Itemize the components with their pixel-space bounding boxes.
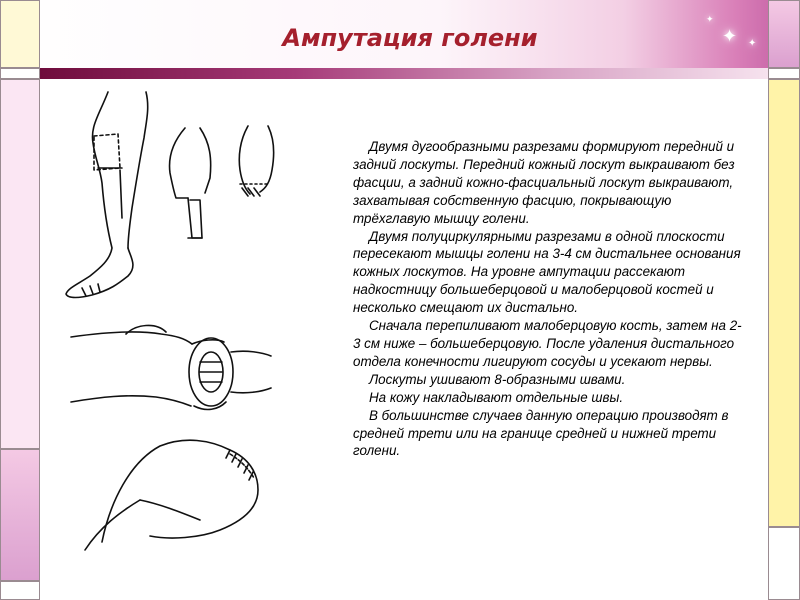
slide-title: Ампутация голени <box>282 24 538 52</box>
paragraph: Лоскуты ушивают 8-образными швами. <box>369 371 626 387</box>
stump-cross-section-illustration <box>66 322 276 427</box>
paragraph: В большинстве случаев данную операцию производят в средней трети или на границе средней и нижней трети голени. <box>353 407 729 459</box>
sparkle-icon: ✦ <box>722 26 738 46</box>
sparkle-icon: ✦ <box>706 14 714 24</box>
paragraph: Двумя полуциркулярными разрезами в одной плоскости пересекают мышцы голени на 3-4 см дистальнее основания кожных лоскутов. На уровне ампутации рассекают надкостницу большеберцовой и малоберцовой костей и несколько смещают их дистально. <box>353 228 741 316</box>
paragraph: На кожу накладывают отдельные швы. <box>369 389 624 405</box>
paragraph: Двумя дугообразными разрезами формируют передний и задний лоскуты. Передний кожный лоскут выкраивают без фасции, а задний кожно-фасциальный лоскут выкраивают, захватывая собственную фасцию, покрывающую трёхглавую мышцу голени. <box>353 139 735 226</box>
left-deco-block <box>0 0 40 68</box>
right-deco-block <box>768 79 800 527</box>
title-divider-band <box>40 68 768 79</box>
right-deco-block <box>768 68 800 79</box>
sparkle-icon: ✦ <box>748 38 757 49</box>
right-deco-block <box>768 0 800 68</box>
sutured-stump-illustration <box>80 432 275 554</box>
left-deco-block <box>0 68 40 79</box>
left-deco-block <box>0 581 40 600</box>
leg-flap-illustration <box>60 88 305 303</box>
left-deco-block <box>0 449 40 581</box>
left-deco-block <box>0 79 40 449</box>
body-text <box>353 138 743 460</box>
right-deco-block <box>768 527 800 600</box>
paragraph: Сначала перепиливают малоберцовую кость, затем на 2-3 см ниже – большеберцовую. После удаления дистального отдела конечности лигируют сосуды и усекают нервы. <box>353 318 742 369</box>
